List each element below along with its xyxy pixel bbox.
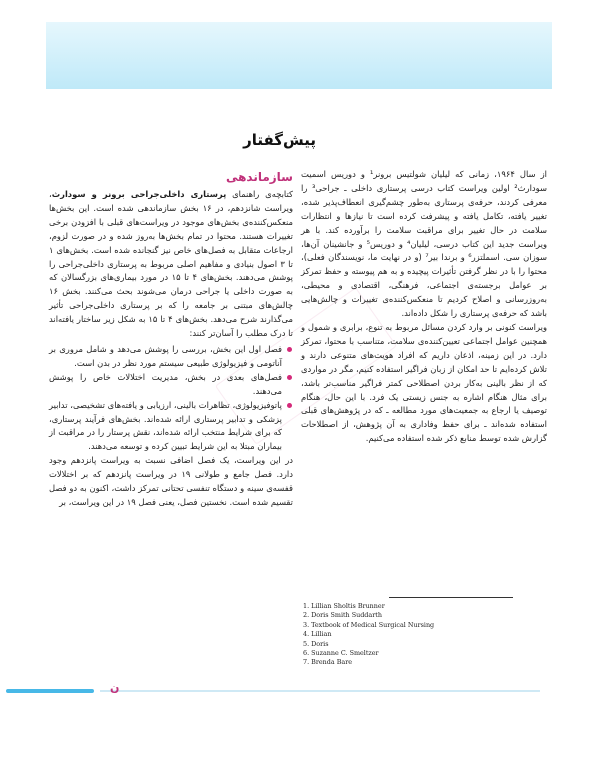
paragraph: ویراست کنونی بر وارد کردن مسائل مربوط به تنوع، برابری و شمول و همچنین عوامل اجتماعی تعیین‌کننده‌ی سلامت، متناسب با محتوا، تمرکز دارد. در این زمینه، اذعان داریم که افراد هویت‌های متنوعی دارند و تلاش کرده‌ایم تا حد امکان از زبان فراگیر استفاده کنیم، مگر در مواردی که از نظر بالینی به‌کار بردن اصطلاحی کمتر فراگیر مناسب‌تر باشد، برای مثال هنگام اشاره به جنس زیستی یک فرد. با این حال، هنگام توصیف یا ارجاع به جمعیت‌های مورد مطالعه ـ که در پژوهش‌های قبلی استفاده شده‌اند ـ برای حفظ وفاداری به آن پژوهش، از اصطلاحات گزارش شده توسط منابع ذکر شده استفاده می‌کنیم. [301,321,547,444]
footnote: 3. Textbook of Medical Surgical Nursing [303,620,435,629]
footnote: 6. Suzanne C. Smeltzer [303,649,379,658]
left-column [49,188,293,510]
footnote: 7. Brenda Bare [303,658,353,667]
footer-rule [100,690,540,692]
bullet-icon [287,347,292,352]
bullet-icon [287,403,292,408]
footnote: 4. Lillian [303,630,332,639]
list-item-text: پاتوفیزیولوژی، تظاهرات بالینی، ارزیابی و یافته‌های تشخیصی، تدابیر پزشکی و تدابیر پرستاری ارائه شده‌اند. بخش‌های فرآیند پرستاری، که برای شرایط منتخب ارائه شده‌اند، نقش پرستار را در مراقبت از بیماران مبتلا به این شرایط تبیین کرده و توسعه می‌دهند. [49,399,282,452]
footer-accent-bar [6,689,94,693]
list-item-text: فصل اول این بخش، بررسی را پوشش می‌دهد و شامل مروری بر آناتومی و فیزیولوژی طبیعی سیستم مورد نظر در بدن است. [49,343,282,368]
intro-text: کتابچه‌ی راهنمای [226,189,293,199]
list-item [49,399,293,455]
right-column [301,168,547,446]
page-number: ن [110,681,120,694]
footnote: 2. Doris Smith Suddarth [303,611,382,620]
section-heading: سازماندهی [225,170,293,184]
page-title: پیش‌گفتار [243,131,316,149]
list-item [49,343,293,371]
footnotes [303,602,543,668]
footnote-divider [389,597,513,598]
bullet-icon [287,375,292,380]
bullet-list [49,343,293,454]
book-title: پرستاری داخلی‌جراحی برونر و سودارث [51,189,227,199]
paragraph: از سال ۱۹۶۴، زمانی که لیلیان شولتیس برونر¹ و دوریس اسمیت سودارث² اولین ویراست کتاب درسی پرستاری داخلی ـ جراحی³ را معرفی کردند، حرفه‌ی پرستاری به‌طور چشم‌گیری انعطاف‌پذیر شده، تغییر یافته، تکامل یافته و پیشرفت کرده است تا نیازها و انتظارات سلامت در حال تغییر برای مراقبت سلامت را برآورده کند. با هر ویراست جدید این کتاب درسی، لیلیان⁴ و دوریس⁵ و جانشینان آن‌ها، سوزان سی. اسملتزر⁶ و برندا بیر⁷ (و در نهایت ما، نویسندگان فعلی)، محتوا را با در نظر گرفتن تأثیرات پیچیده و به هم پیوسته و حفظ تمرکز بر عوامل برجسته‌ی اجتماعی، فرهنگی، اقتصادی و محیطی، به‌روزرسانی و اصلاح کردیم تا منعکس‌کننده‌ی تغییرات و چالش‌هایی باشد که حرفه‌ی پرستاری را شکل داده‌اند. [301,169,548,319]
list-item [49,371,293,399]
footnote: 1. Lillian Sholtis Brunner [303,602,385,610]
list-item-text: فصل‌های بعدی در بخش، مدیریت اختلالات خاص را پوشش می‌دهند. [49,371,282,396]
intro-text: ، ویراست شانزدهم، در ۱۶ بخش سازماندهی شده است. این بخش‌ها منعکس‌کننده‌ی بخش‌های موجود در ویراست‌های قبلی با افزودن برخی تغییرات هستند. محتوا در تمام بخش‌ها به‌روز شده و در صورت لزوم، ارجاعات متقابل به فصل‌های خاص نیز گنجانده شده است. بخش‌های ۱ تا ۳ اصول بنیادی و مفاهیم اصلی مربوط به پرستاری داخلی‌جراحی را پوشش می‌دهند. بخش‌های ۴ تا ۱۵ در مورد بیماری‌های بزرگسالان که به صورت داخلی یا جراحی درمان می‌شوند بحث می‌کنند. بخش ۱۶ چالش‌های مبتنی بر جامعه را که بر پرستاری داخلی‌جراحی تأثیر می‌گذارند شرح می‌دهد. بخش‌های ۴ تا ۱۵ به شکل زیر ساختار یافته‌اند تا درک مطلب را آسان‌تر کنند: [49,189,294,339]
header-band [46,22,552,89]
intro-paragraph [49,188,293,341]
footnote: 5. Doris [303,639,329,648]
closing-paragraph: در این ویراست، یک فصل اضافی نسبت به ویراست پانزدهم وجود دارد. فصل جامع و طولانی ۱۹ در ویراست پانزدهم که بر اختلالات قفسه‌ی سینه و دستگاه تنفسی تحتانی تمرکز داشت، اکنون به دو فصل تقسیم شده است. نخستین فصل، یعنی فصل ۱۹ در این ویراست، بر [49,455,293,507]
